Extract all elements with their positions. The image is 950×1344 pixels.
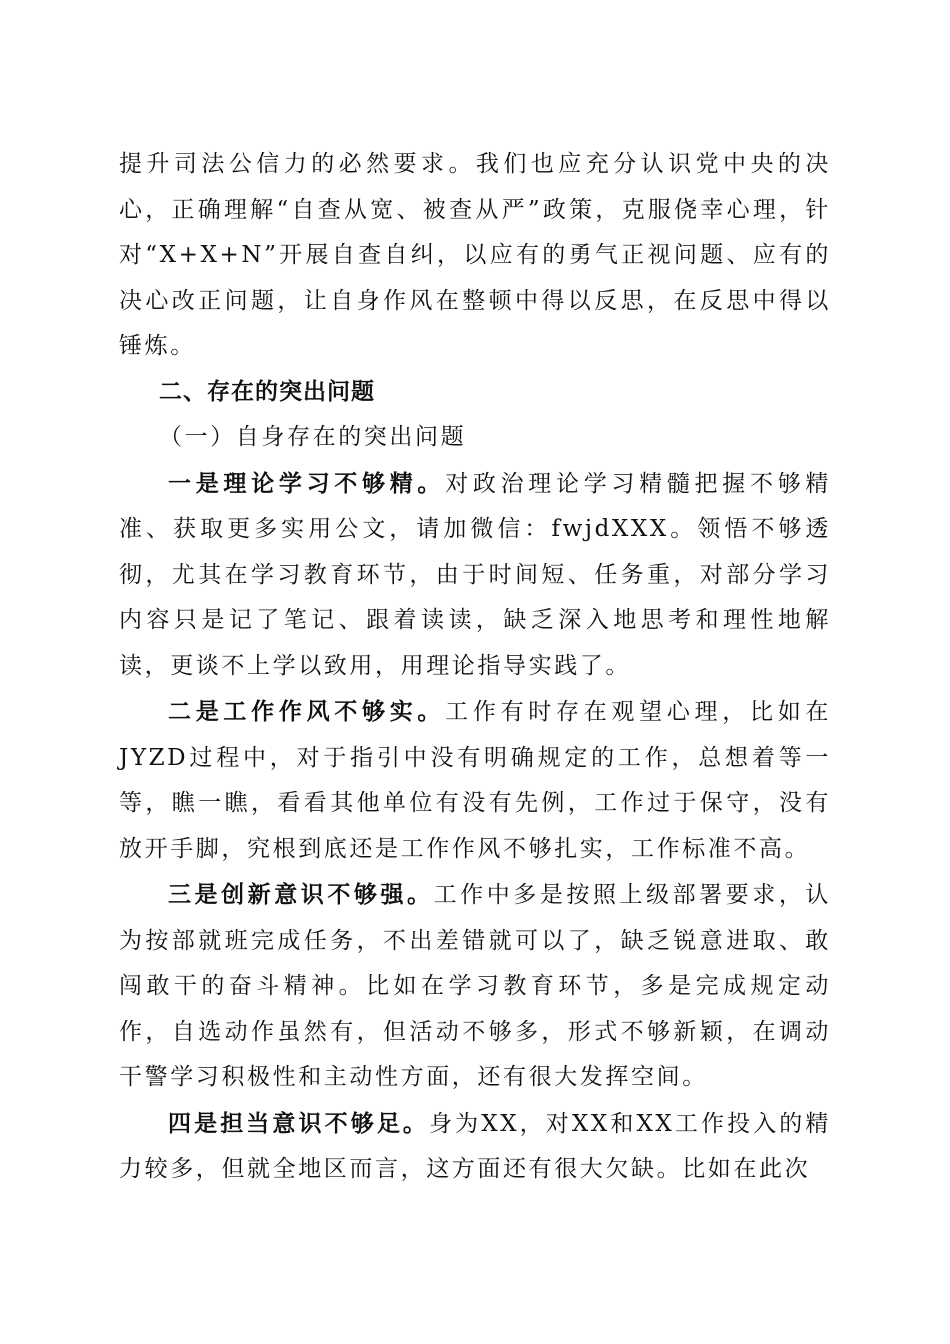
point-lead: 四是担当意识不够足。 (168, 1109, 430, 1137)
point-paragraph-4 (119, 1101, 831, 1193)
point-paragraph-2 (119, 689, 831, 872)
section-heading: 二、存在的突出问题 (159, 378, 375, 405)
point-body: 工作有时存在观望心理，比如在JYZD过程中，对于指引中没有明确规定的工作，总想着等一等，瞧一瞧，看看其他单位有没有先例，工作过于保守，没有放开手脚，究根到底还是工作作风不够扎实，工作标准不高。 (119, 699, 832, 862)
subsection-heading: （一）自身存在的突出问题 (159, 424, 467, 450)
document-body (119, 142, 831, 1193)
point-lead: 二是工作作风不够实。 (168, 698, 446, 725)
point-lead: 一是理论学习不够精。 (168, 469, 446, 497)
point-lead: 三是创新意识不够强。 (168, 881, 434, 908)
point-body: 工作中多是按照上级部署要求，认为按部就班完成任务，不出差错就可以了，缺乏锐意进取、敢闯敢干的奋斗精神。比如在学习教育环节，多是完成规定动作，自选动作虽然有，但活动不够多，形式不够新颖，在调动干警学习积极性和主动性方面，还有很大发挥空间。 (119, 882, 832, 1090)
point-body: 对政治理论学习精髓把握不够精准、获取更多实用公文，请加微信：fwjdXXX。领悟不够透彻，尤其在学习教育环节，由于时间短、任务重，对部分学习内容只是记了笔记、跟着读读，缺乏深入地思考和理性地解读，更谈不上学以致用，用理论指导实践了。 (119, 470, 832, 679)
point-paragraph-3 (119, 872, 831, 1101)
point-body: 身为XX，对XX和XX工作投入的精力较多，但就全地区而言，这方面还有很大欠缺。比如在此次 (119, 1110, 832, 1182)
point-paragraph-1 (119, 461, 831, 690)
intro-paragraph: 提升司法公信力的必然要求。我们也应充分认识党中央的决心，正确理解“自查从宽、被查从严”政策，克服侥幸心理，针对“X+X+N”开展自查自纠，以应有的勇气正视问题、应有的决心改正问题，让自身作风在整顿中得以反思，在反思中得以锤炼。 (119, 151, 831, 359)
